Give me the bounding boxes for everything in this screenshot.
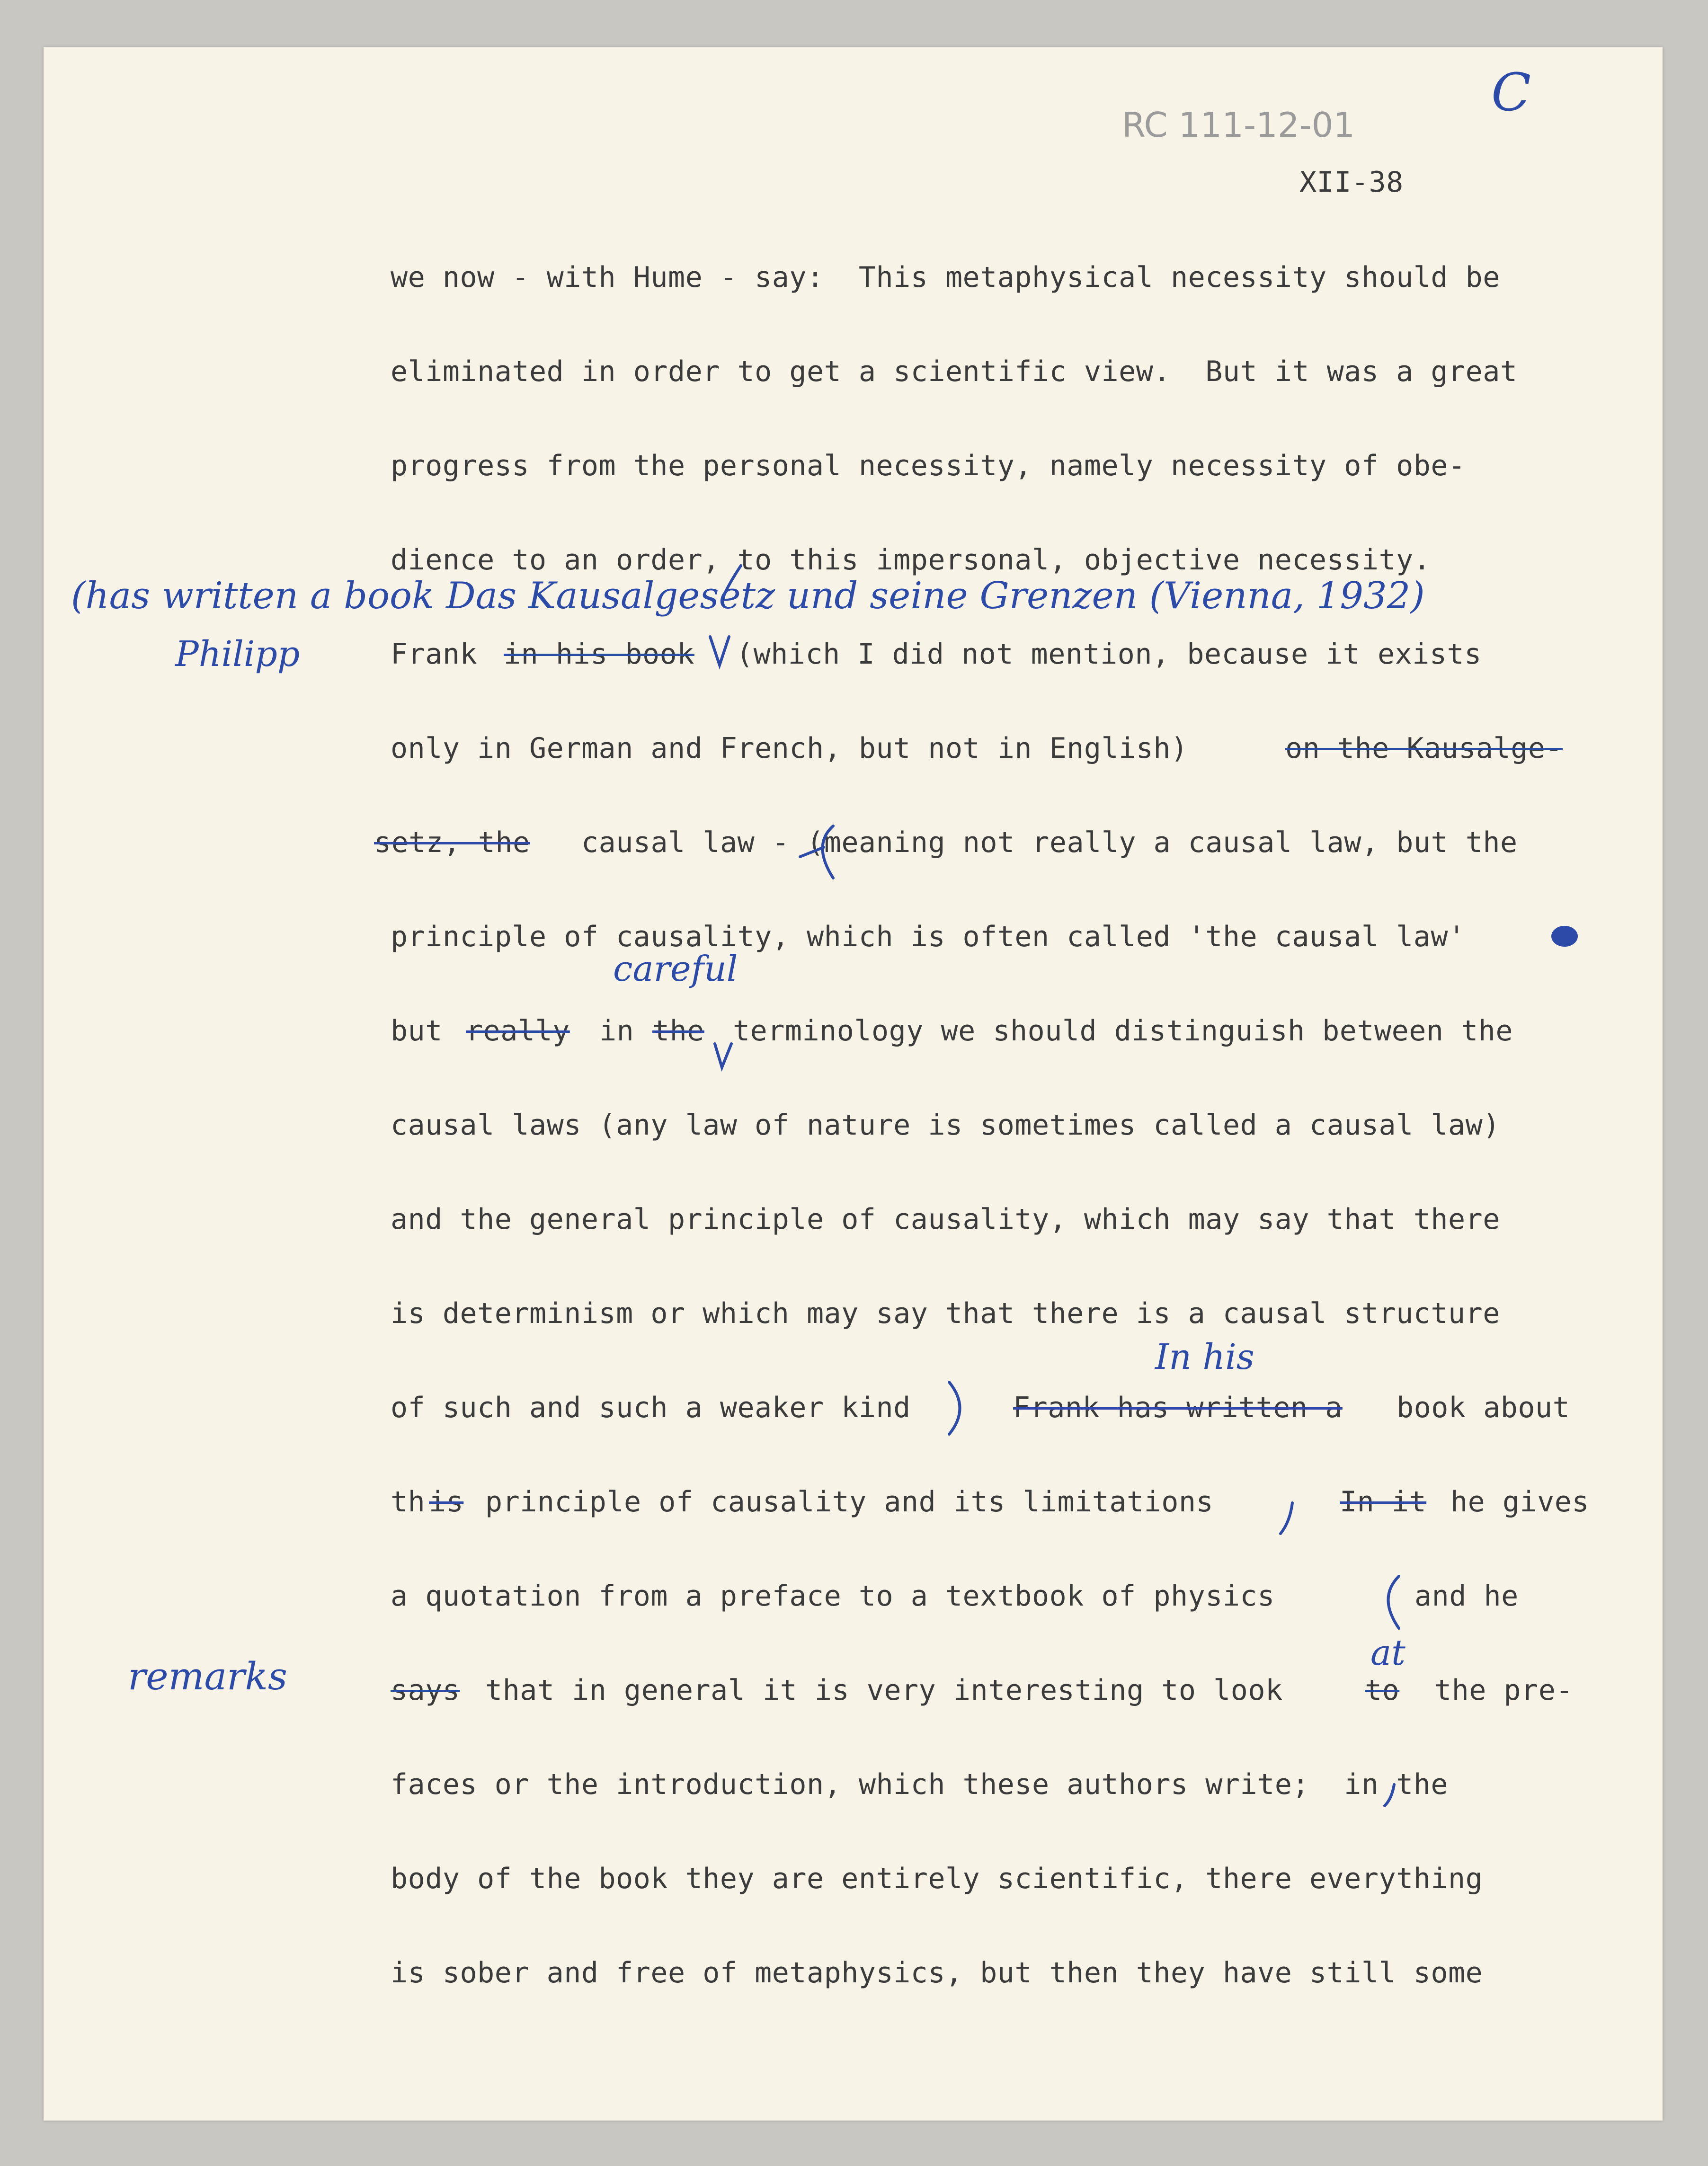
text-line-5: (which I did not mention, because it exists	[736, 638, 1482, 671]
handwritten-margin-remarks: remarks	[128, 1654, 287, 1698]
struck-to: to	[1365, 1674, 1400, 1707]
page-number: XII-38	[1299, 166, 1404, 199]
handwritten-margin-first-name: Philipp	[175, 634, 300, 675]
struck-says: says	[391, 1674, 460, 1707]
struck-setz-the: setz, the	[374, 826, 530, 859]
text-line-14-prefix: th	[391, 1485, 426, 1518]
text-line-14-end: he gives	[1450, 1485, 1589, 1518]
text-line-4: dience to an order, to this impersonal, objective necessity.	[391, 543, 1431, 577]
struck-really: really	[466, 1014, 570, 1047]
struck-in-it: In it	[1340, 1485, 1427, 1518]
text-line-15: a quotation from a preface to a textbook of physics	[391, 1580, 1275, 1613]
archive-number: RC 111-12-01	[1122, 105, 1355, 145]
text-line-10: causal laws (any law of nature is sometimes called a causal law)	[391, 1109, 1500, 1142]
sheet-letter: C	[1491, 62, 1531, 123]
text-line-17: faces or the introduction, which these authors write; in the	[391, 1768, 1449, 1801]
text-line-2: eliminated in order to get a scientific view. But it was a great	[391, 355, 1518, 388]
insert-comma-order	[724, 566, 741, 594]
struck-on-the-kausalge: on the Kausalge-	[1285, 732, 1563, 765]
text-line-13-end: book about	[1397, 1391, 1570, 1424]
struck-the: the	[652, 1014, 704, 1047]
ink-blot-causal-law	[1551, 926, 1578, 947]
open-paren-and-he	[1388, 1576, 1399, 1628]
open-paren-causal-law	[823, 826, 834, 878]
text-line-19: is sober and free of metaphysics, but then they have still some	[391, 1956, 1483, 1989]
text-line-13: of such and such a weaker kind	[391, 1391, 911, 1424]
text-line-7: causal law - (meaning not really a causal law, but the	[581, 826, 1518, 859]
insert-caret-book-title	[710, 637, 729, 665]
struck-frank-has-written-a: Frank has written a	[1013, 1391, 1343, 1424]
semicolon-write	[1385, 1784, 1394, 1806]
handwritten-in-his: In his	[1155, 1337, 1254, 1377]
text-line-11: and the general principle of causality, which may say that there	[391, 1203, 1500, 1236]
insert-caret-careful	[715, 1044, 731, 1067]
text-line-1: we now - with Hume - say: This metaphysical necessity should be	[391, 261, 1500, 294]
close-paren-kind	[949, 1382, 960, 1434]
struck-in-his-book: in his book	[504, 638, 694, 671]
dash-arrow	[800, 847, 824, 857]
handwritten-book-title-insert: (has written a book Das Kausalgesetz und seine Grenzen (Vienna, 1932)	[71, 575, 1425, 617]
text-line-9: terminology we should distinguish between the	[733, 1014, 1513, 1047]
text-line-15-end: and he	[1414, 1580, 1519, 1613]
text-line-5-prefix: Frank	[391, 638, 478, 671]
text-line-8: principle of causality, which is often called 'the causal law'	[391, 920, 1466, 953]
handwritten-at: at	[1370, 1633, 1406, 1673]
comma-limitations	[1281, 1503, 1292, 1534]
text-line-14: principle of causality and its limitations	[485, 1485, 1214, 1518]
text-line-9-prefix: but	[391, 1014, 443, 1047]
text-line-9-in: in	[599, 1014, 634, 1047]
struck-is: is	[429, 1485, 464, 1518]
text-line-3: progress from the personal necessity, namely necessity of obe-	[391, 449, 1466, 482]
handwritten-careful: careful	[613, 949, 738, 989]
text-line-12: is determinism or which may say that there is a causal structure	[391, 1297, 1500, 1330]
text-line-18: body of the book they are entirely scientific, there everything	[391, 1862, 1483, 1895]
text-line-16-end: the pre-	[1434, 1674, 1573, 1707]
text-line-6: only in German and French, but not in English)	[391, 732, 1188, 765]
text-line-16: that in general it is very interesting to look	[485, 1674, 1283, 1707]
